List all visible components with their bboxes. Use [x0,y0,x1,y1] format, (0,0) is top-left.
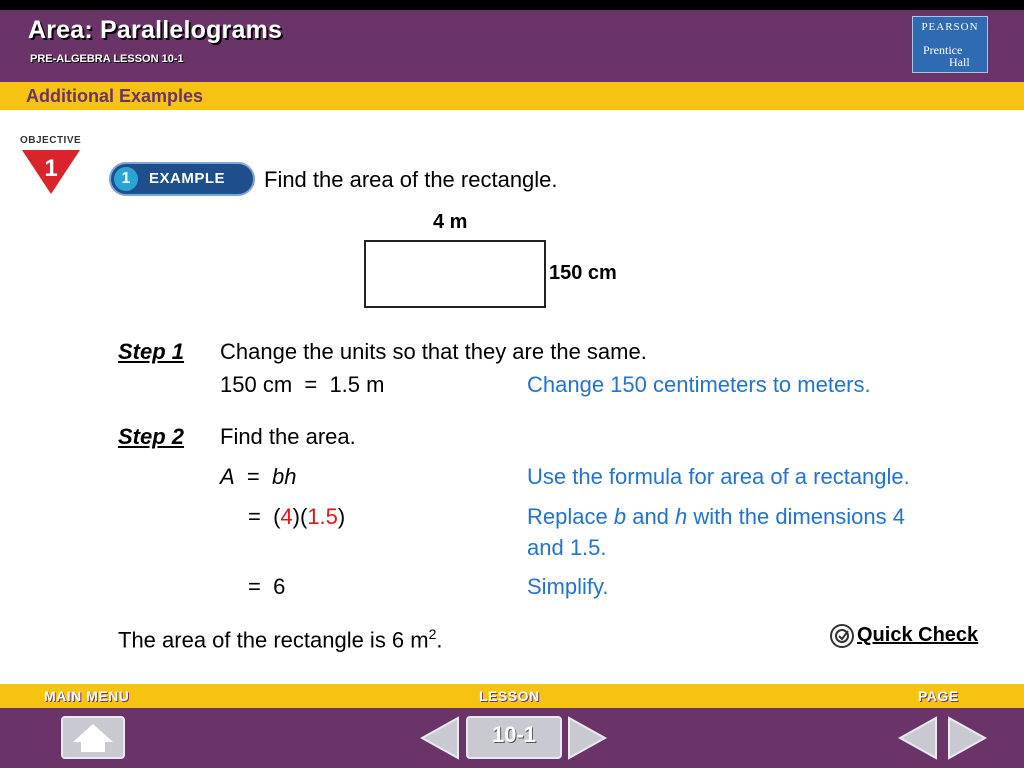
conclusion-text: The area of the rectangle is 6 m [118,627,429,653]
page-title: Area: Parallelograms [28,16,283,44]
lesson-number-box[interactable]: 10-1 [466,716,562,759]
objective-number: 1 [44,155,58,182]
sub-prefix: = ( [248,504,281,529]
sub-base-value: 4 [280,504,293,529]
step-2-label: Step 2 [118,424,185,449]
sub-note-a: Replace [527,504,614,529]
page-next-arrow-icon[interactable] [947,716,987,760]
home-icon [63,718,123,757]
main-menu-button[interactable] [61,716,125,759]
rectangle-side-dimension: 150 cm [549,262,617,284]
step-1-note: Change 150 centimeters to meters. [527,372,871,397]
formula-note: Use the formula for area of a rectangle. [527,464,910,489]
example-prompt: Find the area of the rectangle. [264,167,558,192]
formula-equals: = [234,464,272,489]
rectangle-top-dimension: 4 m [433,211,468,233]
pearson-prentice-hall-logo [912,16,988,73]
page-prev-arrow-icon[interactable] [898,716,938,760]
substitution-note-line-1 [527,504,905,530]
sub-suffix: ) [337,504,346,529]
page-label: PAGE [918,688,959,704]
step-1-work: 150 cm = 1.5 m [220,372,385,397]
rectangle-figure [364,240,546,308]
quick-check-link[interactable]: Quick Check [857,624,979,646]
sub-height-value: 1.5 [307,504,338,529]
formula-bh: bh [271,464,297,489]
lesson-label: LESSON [479,688,540,704]
example-badge [109,162,255,196]
substitution-line [248,504,345,530]
sub-mid: )( [292,504,308,529]
main-menu-label: MAIN MENU [44,688,130,704]
sub-note-c: and [626,504,676,529]
simplify-note: Simplify. [527,574,609,599]
formula-line [220,464,296,490]
additional-examples-label: Additional Examples [26,86,204,106]
sub-note-e: with the dimensions 4 [687,504,905,529]
quick-check-icon[interactable] [829,623,855,649]
step-1-label: Step 1 [118,339,185,364]
logo-line-2: Prentice [923,43,963,57]
lesson-next-arrow-icon[interactable] [567,716,607,760]
objective-triangle-icon [20,146,90,196]
substitution-note-line-2: and 1.5. [527,535,607,560]
conclusion-end: . [436,627,443,653]
example-label: EXAMPLE [149,170,226,187]
example-number: 1 [114,167,138,191]
logo-line-1: PEARSON [921,21,979,33]
objective-marker [20,135,90,201]
top-black-bar [0,0,1024,10]
lesson-subtitle: PRE-ALGEBRA LESSON 10-1 [30,53,184,65]
simplify-line: = 6 [248,574,286,599]
sub-note-h: h [675,504,688,529]
conclusion-exponent: 2 [428,626,437,642]
objective-label: OBJECTIVE [20,135,82,146]
logo-line-3: Hall [949,55,970,69]
lesson-prev-arrow-icon[interactable] [420,716,460,760]
formula-a: A [220,464,235,489]
step-1-text: Change the units so that they are the same. [220,339,647,364]
sub-note-b: b [613,504,627,529]
conclusion [118,626,443,653]
step-2-text: Find the area. [220,424,356,449]
